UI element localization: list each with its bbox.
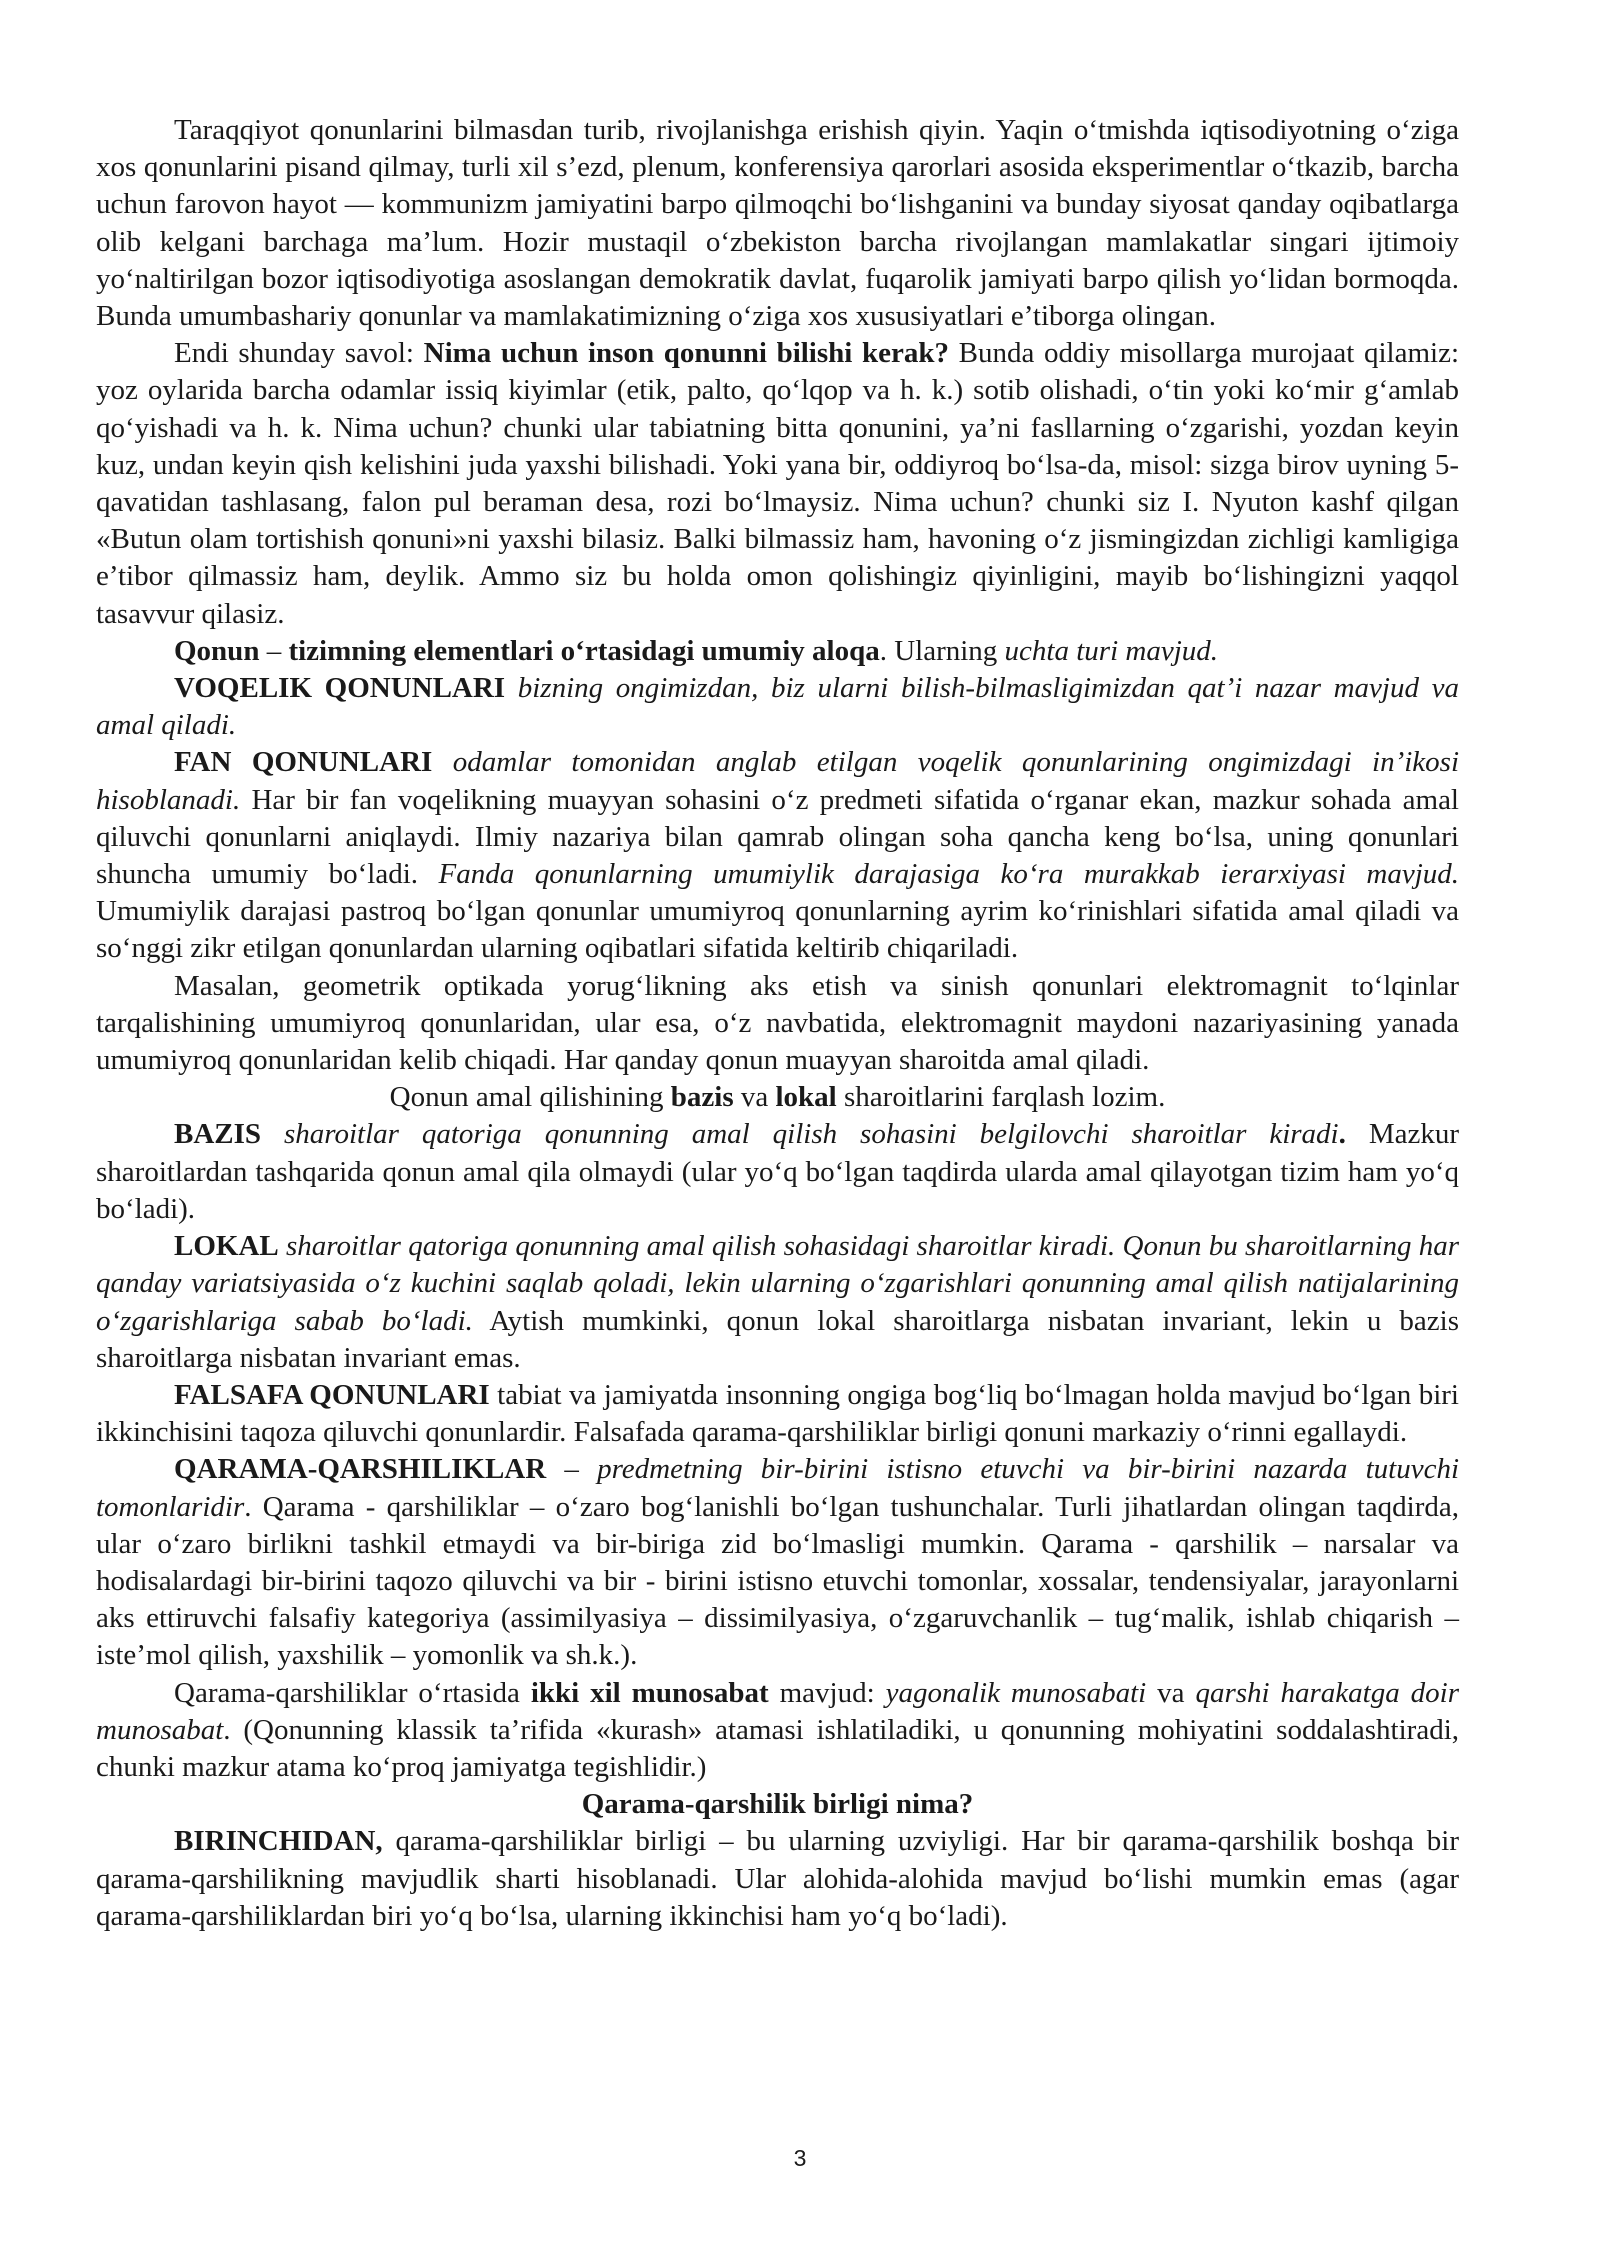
paragraph-basis: BAZIS sharoitlar qatoriga qonunning amal qilish sohasini belgilovchi sharoitlar kiradi. Mazkur sharoitlardan tashqarida qonun amal qila olmaydi (ular yo‘q bo‘lgan taqdirda ularda amal qilayotgan tizim ham yo‘q bo‘ladi). (96, 1118, 1460, 1225)
paragraph-reality-laws: VOQELIK QONUNLARI bizning ongimizdan, biz ularni bilish-bilmasligimizdan qat’i nazar mavjud va amal qiladi. (96, 672, 1459, 742)
paragraph-opposites: QARAMA-QARSHILIKLAR – predmetning bir-birini istisno etuvchi va bir-birini nazarda tutuvchi tomonlaridir. Qarama - qarshiliklar – o‘zaro bog‘lanishli bo‘lgan tushunchalar. Turli jihatlardan olingan taqdirda, ular o‘zaro birlikni tashkil etmaydi va bir-biriga zid bo‘lmasligi mumkin. Qarama - qarshilik – narsalar va hodisalardagi bir-birini taqozo qiluvchi va bir - birini istisno etuvchi tomonlar, xossalar, tendensiyalar, jarayonlarni aks ettiruvchi falsafiy kategoriya (assimilyasiya – dissimilyasiya, o‘zgaruvchanlik – tug‘malik, ishlab chiqarish – iste’mol qilish, yaxshilik – yomonlik va sh.k.). (96, 1453, 1460, 1672)
section-heading: Qarama-qarshilik birligi nima? (581, 1788, 974, 1821)
paragraph-why-know-law: Endi shunday savol: Nima uchun inson qonunni bilishi kerak? Bunda oddiy misollarga murojaat qilamiz: yoz oylarida barcha odamlar issiq kiyimlar (etik, palto, qo‘lqop va h. k.) sotib olishadi, o‘tin yoki ko‘mir g‘amlab qo‘yishadi va h. k. Nima uchun? chunki ular tabiatning bitta qonunini, ya’ni fasllarning o‘zgarishi, yozdan keyin kuz, undan keyin qish kelishini juda yaxshi bilishadi. Yoki yana bir, oddiyroq bo‘lsa-da, misol: sizga birov uyning 5-qavatidan tashlasang, falon pul beraman desa, rozi bo‘lmaysiz. Nima uchun? chunki siz I. Nyuton kashf qilgan «Butun olam tortishish qonuni»ni yaxshi bilasiz. Balki bilmassiz ham, havoning o‘z jismingizdan zichligi kamligiga e’tibor qilmassiz ham, deylik. Ammo siz bu holda omon qolishingiz qiyinligini, mayib bo‘lishingizni yaqqol tasavvur qilasiz. (96, 337, 1459, 630)
paragraph-science-laws: FAN QONUNLARI odamlar tomonidan anglab etilgan voqelik qonunlarining ongimizdagi in’ikosi hisoblanadi. Har bir fan voqelikning muayyan sohasini o‘z predmeti sifatida o‘rganar ekan, mazkur sohada amal qiluvchi qonunlarni aniqlaydi. Ilmiy nazariya bilan qamrab olingan soha qancha keng bo‘lsa, uning qonunlari shuncha umumiy bo‘ladi. Fanda qonunlarning umumiylik darajasiga ko‘ra murakkab ierarxiyasi mavjud. Umumiylik darajasi pastroq bo‘lgan qonunlar umumiyroq qonunlarning ayrim ko‘rinishlari sifatida amal qiladi va so‘nggi zikr etilgan qonunlardan ularning oqibatlari sifatida keltirib chiqariladi. (96, 746, 1460, 965)
paragraph-two-relations: Qarama-qarshiliklar o‘rtasida ikki xil munosabat mavjud: yagonalik munosabati va qarshi harakatga doir munosabat. (Qonunning klassik ta’rifida «kurash» atamasi ishlatiladiki, u qonunning mohiyatini soddalashtiradi, chunki mazkur atama ko‘proq jamiyatga tegishlidir.) (96, 1676, 1459, 1783)
document-page (96, 112, 1459, 1935)
paragraph-conditions: Qonun amal qilishining bazis va lokal sharoitlarini farqlash lozim. (389, 1081, 1166, 1114)
paragraph-philosophy-laws: FALSAFA QONUNLARI tabiat va jamiyatda insonning ongiga bog‘liq bo‘lmagan holda mavjud bo‘lgan biri ikkinchisini taqoza qiluvchi qonunlardir. Falsafada qarama-qarshiliklar birligi qonuni markaziy o‘rinni egallaydi. (96, 1378, 1459, 1449)
paragraph-firstly: BIRINCHIDAN, qarama-qarshiliklar birligi – bu ularning uzviyligi. Har bir qarama-qarshilik boshqa bir qarama-qarshilikning mavjudlik sharti hisoblanadi. Ular alohida-alohida mavjud bo‘lishi mumkin emas (agar qarama-qarshiliklardan biri yo‘q bo‘lsa, ularning ikkinchisi ham yo‘q bo‘ladi). (96, 1825, 1459, 1932)
page-number: 3 (793, 2145, 807, 2171)
paragraph-intro: Taraqqiyot qonunlarini bilmasdan turib, rivojlanishga erishish qiyin. Yaqin o‘tmishda iqtisodiyotning o‘ziga xos qonunlarini pisand qilmay, turli xil s’ezd, plenum, konferensiya qarorlari asosida eksperimentlar o‘tkazib, barcha uchun farovon hayot — kommunizm jamiyatini barpo qilmoqchi bo‘lishganini va bunday siyosat qanday oqibatlarga olib kelgani barchaga ma’lum. Hozir mustaqil o‘zbekiston barcha rivojlangan mamlakatlar singari ijtimoiy yo‘naltirilgan bozor iqtisodiyotiga asoslangan demokratik davlat, fuqarolik jamiyati barpo qilish yo‘lidan bormoqda. Bunda umumbashariy qonunlar va mamlakatimizning o‘ziga xos xususiyatlari e’tiborga olingan. (96, 114, 1459, 333)
paragraph-local: LOKAL sharoitlar qatoriga qonunning amal qilish sohasidagi sharoitlar kiradi. Qonun bu sharoitlarning har qanday variatsiyasida o‘z kuchini saqlab qoladi, lekin ularning o‘zgarishlari qonunning amal qilish natijalarining o‘zgarishlariga sabab bo‘ladi. Aytish mumkinki, qonun lokal sharoitlarga nisbatan invariant, lekin u bazis sharoitlarga nisbatan invariant emas. (96, 1230, 1460, 1374)
paragraph-law-definition: Qonun – tizimning elementlari o‘rtasidagi umumiy aloqa. Ularning uchta turi mavjud. (174, 634, 1218, 667)
question-bold: Nima uchun inson qonunni bilishi kerak? (423, 337, 949, 370)
paragraph-optics-example: Masalan, geometrik optikada yorug‘likning aks etish va sinish qonunlari elektromagnit to‘lqinlar tarqalishining umumiyroq qonunlaridan, ular esa, o‘z navbatida, elektromagnit maydoni nazariyasining yanada umumiyroq qonunlaridan kelib chiqadi. Har qanday qonun muayyan sharoitda amal qiladi. (96, 969, 1459, 1077)
